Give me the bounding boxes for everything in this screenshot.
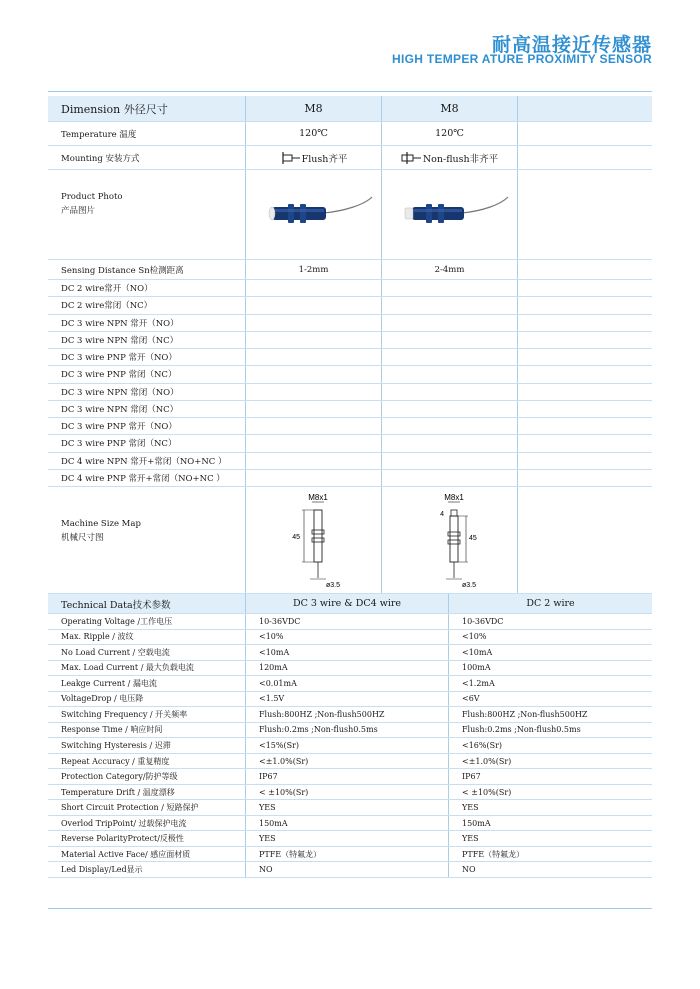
photo-label [48, 170, 246, 259]
wiring-row [48, 349, 652, 366]
wiring-row [48, 297, 652, 314]
tech-row [48, 754, 652, 770]
tech-value-col2: NO [462, 865, 476, 875]
tech-label: Leakge Current / 漏电流 [48, 676, 246, 691]
wiring-col3 [518, 280, 652, 296]
tech-value-col1: < ±10%(Sr) [246, 785, 449, 800]
tech-row [48, 723, 652, 739]
size-map-label [48, 487, 246, 593]
mounting-col1 [246, 146, 382, 169]
size1-thread-label: M8x1 [307, 493, 328, 502]
wiring-col3 [518, 453, 652, 469]
flush-mount-icon [280, 151, 302, 165]
dimension-row [48, 96, 652, 122]
tech-value-col2: 10-36VDC [462, 616, 504, 626]
tech-row [48, 816, 652, 832]
wiring-col1 [246, 470, 382, 486]
wiring-col1 [246, 297, 382, 313]
tech-value-col2: <10mA [462, 647, 493, 657]
wiring-row [48, 418, 652, 435]
wiring-col3 [518, 366, 652, 382]
wiring-col3 [518, 332, 652, 348]
sensor-photo-flush [254, 193, 374, 237]
tech-row [48, 692, 652, 708]
tech-value-col2: 150mA [462, 818, 491, 828]
wiring-col3 [518, 435, 652, 451]
wiring-label: DC 2 wire常开（NO） [48, 280, 246, 296]
photo-label-cn: 产品图片 [61, 206, 96, 216]
tech-label: Temperature Drift / 温度漂移 [48, 785, 246, 800]
photo-col1 [246, 170, 382, 259]
tech-label: Switching Frequency / 开关频率 [48, 707, 246, 722]
tech-value-col1: YES [246, 831, 449, 846]
tech-label: Material Active Face/ 感应面材质 [48, 847, 246, 862]
mounting-col3 [518, 146, 652, 169]
size1-diameter-label: ø3.5 [325, 582, 340, 589]
wiring-row [48, 280, 652, 297]
tech-header-label: Technical Data技术参数 [48, 594, 246, 613]
tech-row [48, 847, 652, 863]
wiring-row [48, 453, 652, 470]
photo-label-en: Product Photo [61, 192, 123, 202]
wiring-col1 [246, 332, 382, 348]
tech-value-col1: 10-36VDC [246, 614, 449, 629]
wiring-label: DC 3 wire PNP 常闭（NC） [48, 435, 246, 451]
tech-label: Operating Voltage /工作电压 [48, 614, 246, 629]
tech-value-col2: < ±10%(Sr) [462, 787, 512, 797]
wiring-label: DC 3 wire PNP 常开（NO） [48, 418, 246, 434]
wiring-col1 [246, 349, 382, 365]
tech-row [48, 630, 652, 646]
wiring-col2 [382, 453, 518, 469]
tech-header-col2: DC 2 wire [526, 598, 575, 609]
wiring-label: DC 3 wire PNP 常开（NO） [48, 349, 246, 365]
dimension-col1: M8 [246, 96, 382, 121]
sensing-col1: 1-2mm [246, 260, 382, 279]
wiring-label: DC 3 wire NPN 常开（NO） [48, 315, 246, 331]
wiring-col3 [518, 384, 652, 400]
size2-thread-label: M8x1 [443, 493, 464, 502]
tech-value-col2: YES [462, 803, 479, 813]
wiring-row [48, 384, 652, 401]
tech-value-col2: <1.2mA [462, 678, 495, 688]
tech-label: Switching Hysteresis / 迟滞 [48, 738, 246, 753]
wiring-label: DC 3 wire NPN 常闭（NC） [48, 332, 246, 348]
bottom-divider [48, 908, 652, 909]
tech-value-col1: IP67 [246, 769, 449, 784]
tech-row [48, 738, 652, 754]
size-drawing-non-flush [410, 490, 490, 590]
wiring-col2 [382, 315, 518, 331]
wiring-col3 [518, 401, 652, 417]
tech-row [48, 645, 652, 661]
wiring-col1 [246, 453, 382, 469]
size-map-label-en: Machine Size Map [61, 519, 141, 529]
wiring-col2 [382, 435, 518, 451]
wiring-row [48, 470, 652, 487]
tech-value-col1: NO [246, 862, 449, 877]
photo-col3 [518, 170, 652, 259]
wiring-col3 [518, 315, 652, 331]
temperature-row [48, 122, 652, 146]
tech-value-col1: <10mA [246, 645, 449, 660]
tech-row [48, 862, 652, 878]
top-divider [48, 91, 652, 92]
wiring-label: DC 2 wire常闭（NC） [48, 297, 246, 313]
tech-label: Max. Ripple / 波纹 [48, 630, 246, 645]
size-map-col2 [382, 487, 518, 593]
sensor-photo-non-flush [390, 193, 510, 237]
tech-value-col1: <1.5V [246, 692, 449, 707]
tech-label: Reverse PolarityProtect/反极性 [48, 831, 246, 846]
tech-value-col2: <6V [462, 694, 480, 704]
size2-diameter-label: ø3.5 [461, 582, 476, 589]
wiring-col2 [382, 332, 518, 348]
wiring-col1 [246, 280, 382, 296]
tech-value-col2: <±1.0%(Sr) [462, 756, 512, 766]
tech-value-col1: 120mA [246, 661, 449, 676]
tech-label: VoltageDrop / 电压降 [48, 692, 246, 707]
tech-value-col2: PTFE（特氟龙） [462, 849, 525, 859]
temperature-col2: 120℃ [382, 122, 518, 145]
tech-value-col2: Flush:800HZ ;Non-flush500HZ [462, 709, 588, 719]
wiring-col2 [382, 418, 518, 434]
sensing-label: Sensing Distance Sn检测距离 [48, 260, 246, 279]
tech-label: Repeat Accuracy / 重复精度 [48, 754, 246, 769]
wiring-col1 [246, 384, 382, 400]
tech-value-col2: <10% [462, 632, 487, 642]
wiring-label: DC 3 wire NPN 常闭（NO） [48, 384, 246, 400]
wiring-label: DC 4 wire NPN 常开+常闭（NO+NC ） [48, 453, 246, 469]
tech-value-col1: Flush:0.2ms ;Non-flush0.5ms [246, 723, 449, 738]
temperature-col1: 120℃ [246, 122, 382, 145]
tech-table [48, 594, 652, 878]
tech-label: Response Time / 响应时间 [48, 723, 246, 738]
wiring-row [48, 366, 652, 383]
wiring-row [48, 332, 652, 349]
wiring-col2 [382, 297, 518, 313]
tech-row [48, 676, 652, 692]
dimension-label: Dimension 外径尺寸 [48, 96, 246, 121]
sensing-row [48, 260, 652, 280]
wiring-label: DC 4 wire PNP 常开+常闭（NO+NC ） [48, 470, 246, 486]
tech-value-col1: Flush:800HZ ;Non-flush500HZ [246, 707, 449, 722]
tech-value-col1: YES [246, 800, 449, 815]
tech-value-col2: YES [462, 834, 479, 844]
wiring-label: DC 3 wire NPN 常闭（NC） [48, 401, 246, 417]
tech-header-row [48, 594, 652, 614]
size2-length-label: 45 [468, 535, 477, 542]
temperature-label: Temperature 温度 [48, 122, 246, 145]
tech-value-col1: 150mA [246, 816, 449, 831]
wiring-col2 [382, 280, 518, 296]
tech-value-col1: <±1.0%(Sr) [246, 754, 449, 769]
tech-row [48, 800, 652, 816]
wiring-col2 [382, 366, 518, 382]
page-title-cn: 耐高温接近传感器 [491, 34, 652, 56]
dimension-col3 [518, 96, 652, 121]
wiring-col2 [382, 401, 518, 417]
size-drawing-flush [274, 490, 354, 590]
spec-table [48, 96, 652, 594]
non-flush-mount-icon [401, 151, 423, 165]
size-map-label-cn: 机械尺寸图 [61, 533, 104, 543]
tech-value-col1: <10% [246, 630, 449, 645]
sensing-col2: 2-4mm [382, 260, 518, 279]
dimension-col2: M8 [382, 96, 518, 121]
tech-row [48, 661, 652, 677]
wiring-col2 [382, 349, 518, 365]
wiring-col1 [246, 401, 382, 417]
tech-label: Led Display/Led显示 [48, 862, 246, 877]
photo-col2 [382, 170, 518, 259]
tech-row [48, 769, 652, 785]
wiring-col1 [246, 435, 382, 451]
tech-row [48, 785, 652, 801]
size1-length-label: 45 [291, 534, 300, 541]
wiring-col2 [382, 470, 518, 486]
size-map-row [48, 487, 652, 594]
mounting-col2 [382, 146, 518, 169]
wiring-row [48, 401, 652, 418]
wiring-col3 [518, 297, 652, 313]
tech-value-col1: <15%(Sr) [246, 738, 449, 753]
wiring-col3 [518, 470, 652, 486]
tech-value-col2: <16%(Sr) [462, 740, 503, 750]
wiring-col1 [246, 418, 382, 434]
tech-row [48, 614, 652, 630]
wiring-col2 [382, 384, 518, 400]
tech-label: Overlod TripPoint/ 过载保护电流 [48, 816, 246, 831]
tech-label: Max. Load Current / 最大负载电流 [48, 661, 246, 676]
tech-value-col1: PTFE（特氟龙） [246, 847, 449, 862]
mounting-row [48, 146, 652, 170]
wiring-col1 [246, 366, 382, 382]
tech-row [48, 707, 652, 723]
size-map-col3 [518, 487, 652, 593]
size2-offset-label: 4 [439, 511, 444, 518]
tech-row [48, 831, 652, 847]
wiring-col3 [518, 418, 652, 434]
page-title-en: HIGH TEMPER ATURE PROXIMITY SENSOR [391, 52, 652, 66]
wiring-col1 [246, 315, 382, 331]
wiring-label: DC 3 wire PNP 常闭（NC） [48, 366, 246, 382]
tech-value-col2: IP67 [462, 772, 481, 782]
mounting-col1-text: Flush齐平 [301, 153, 348, 165]
tech-value-col2: Flush:0.2ms ;Non-flush0.5ms [462, 725, 581, 735]
wiring-row [48, 315, 652, 332]
wiring-row [48, 435, 652, 452]
tech-value-col1: <0.01mA [246, 676, 449, 691]
tech-label: Short Circuit Protection / 短路保护 [48, 800, 246, 815]
size-map-col1 [246, 487, 382, 593]
wiring-col3 [518, 349, 652, 365]
temperature-col3 [518, 122, 652, 145]
tech-value-col2: 100mA [462, 663, 491, 673]
tech-header-col1: DC 3 wire & DC4 wire [246, 594, 449, 613]
tech-label: Protection Category/防护等级 [48, 769, 246, 784]
tech-label: No Load Current / 空载电流 [48, 645, 246, 660]
sensing-col3 [518, 260, 652, 279]
photo-row [48, 170, 652, 260]
mounting-label: Mounting 安装方式 [48, 146, 246, 169]
mounting-col2-text: Non-flush非齐平 [422, 153, 499, 165]
